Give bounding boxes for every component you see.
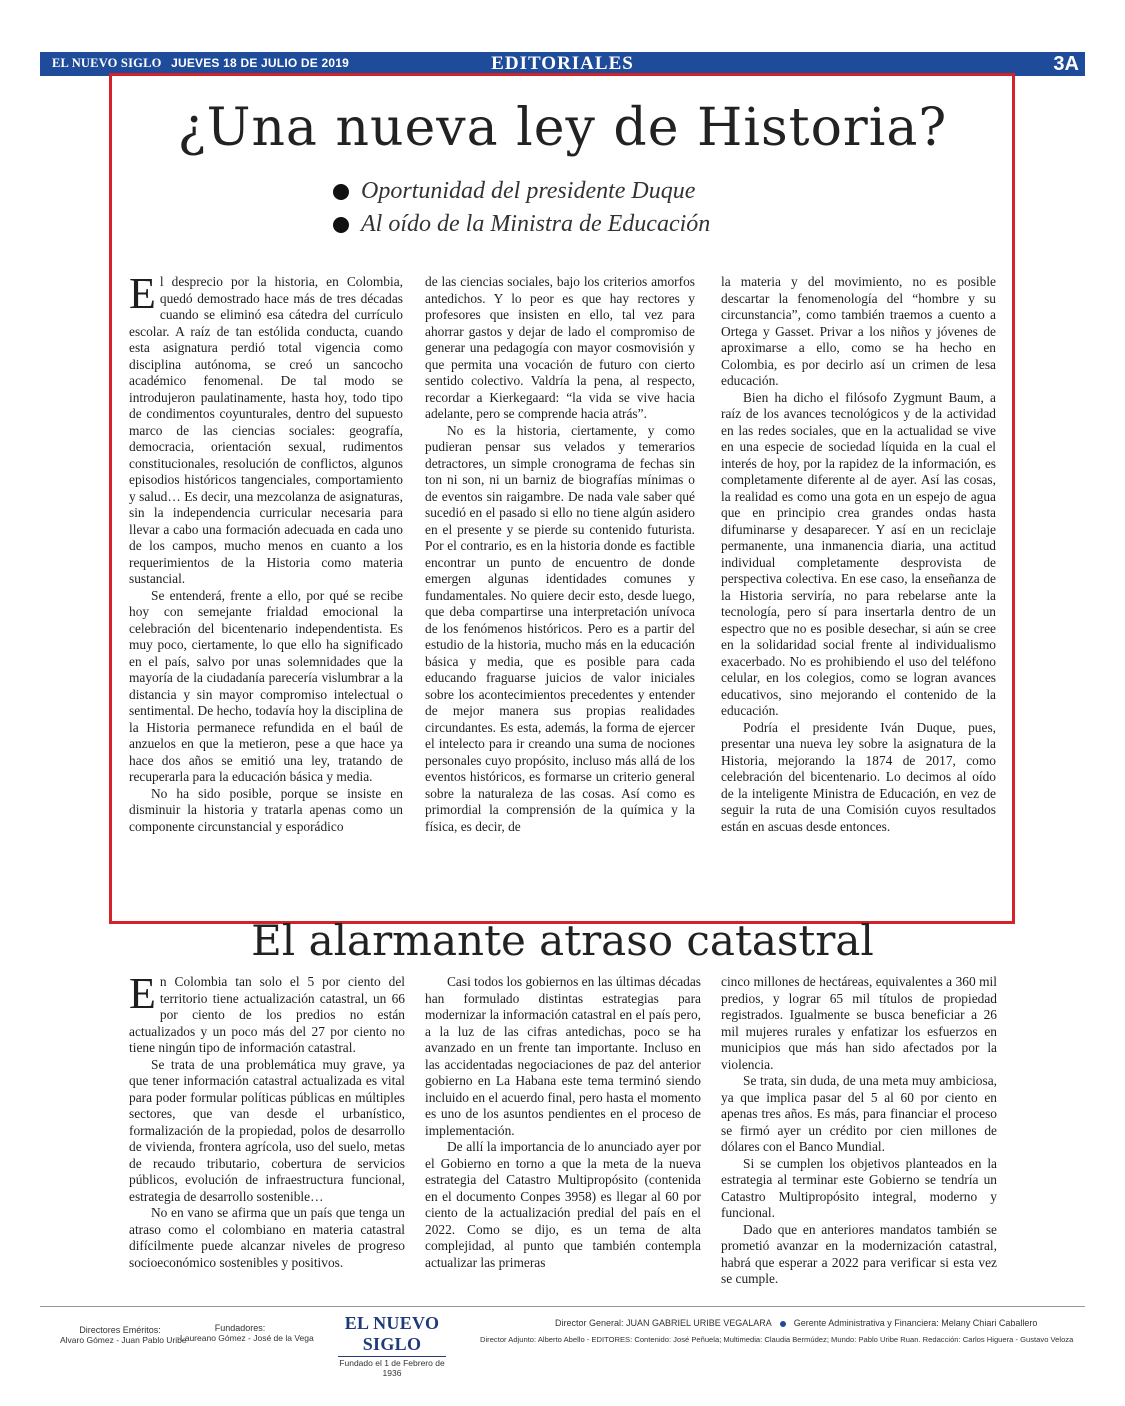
footer-divider	[40, 1306, 1085, 1307]
paragraph-text: l desprecio por la historia, en Colombia, quedó demostrado hace más de tres décadas cuando se eliminó esa cátedra del currículo escolar. A raíz de tan estólida conducta, cuando esta asignatura perdió total vigencia como disciplina autónoma, se creó un sancocho académico fenomenal. De tal modo se introdujeron paulatinamente, hasta hoy, todo tipo de condimentos coyunturales, dentro del supuesto marco de las ciencias sociales: geografía, democracia, orientación sexual, rudimentos constitucionales, resolución de conflictos, algunos episodios históricos tangenciales, comportamiento y salud… Es decir, una mezcolanza de asignaturas, sin la independencia curricular necesaria para llevar a cabo una formación adecuada en cada uno de los campos, mucho menos en cuanto a los requerimientos de la Historia como materia sustancial.	[129, 274, 403, 586]
paragraph: De allí la importancia de lo anunciado ayer por el Gobierno en torno a que la meta de la nueva estrategia del Catastro Multipropósito (contenida en el documento Conpes 3958) es llegar al 60 por ciento de la actualización predial del país en el 2022. Como se dijo, es un tema de alta complejidad, al punto que también contempla actualizar las primeras	[425, 1139, 701, 1270]
fundadores-names: Laureano Gómez - José de la Vega	[180, 1333, 314, 1343]
fundadores-label: Fundadores:	[214, 1323, 266, 1333]
paragraph: No es la historia, ciertamente, y como pudieran pensar sus velados y temerarios detractores, un simple cronograma de fechas sin ton ni son, ni un barniz de biografías mínimas o de eventos sin raigambre. De nada vale saber qué sucedió en el pasado si ello no tiene algún asidero en el presente y se pierde su contenido futurista. Por el contrario, es en la historia donde es factible encontrar un punto de encuentro de donde emergen algunas identidades comunes y fundamentales. No quiere decir esto, desde luego, que deba compartirse una interpretación unívoca de los fenómenos históricos. Pero es a partir del estudio de la historia, mucho más en la educación básica y media, que es posible para cada educando fraguarse juicios de valor iniciales sobre los acontecimientos precedentes y entender de mejor manera sus propias realidades circundantes. Es esta, además, la forma de ejercer el intelecto para ir creando una suma de nociones personales cuyo propósito, incluso más allá de los eventos históricos, es formarse un criterio general sobre la naturaleza de las cosas. Así como es primordial la comprensión de la química y la física, es decir, de	[425, 422, 695, 834]
paragraph: cinco millones de hectáreas, equivalentes a 360 mil predios, y lograr 65 mil títulos de propiedad registrados. Igualmente se busca beneficiar a 26 mil mujeres rurales y enfatizar los esfuerzos en municipios que más han sido afectados por la violencia.	[721, 974, 997, 1072]
footer-directores	[60, 1325, 187, 1345]
paragraph	[129, 269, 403, 588]
editorial-2-column-1	[129, 969, 405, 1271]
paragraph: Dado que en anteriores mandatos también se prometió avanzar en la modernización catastral, habrá que esperar a 2022 para verificar si esta vez se cumple.	[721, 1221, 997, 1286]
paragraph: Si se cumplen los objetivos planteados en la estrategia al terminar este Gobierno se tendría un Catastro Multipropósito integral, moderno y funcional.	[721, 1155, 997, 1220]
footer-direction	[555, 1318, 1037, 1328]
paragraph: Casi todos los gobiernos en las últimas décadas han formulado distintas estrategias para modernizar la información catastral en el país pero, a la luz de las cifras antedichas, poco se ha avanzado en un frente tan importante. Incluso en las accidentadas negociaciones de paz del anterior gobierno en La Habana este tema terminó siendo incluido en el acuerdo final, pero hasta el momento es uno de los asuntos pendientes en el proceso de implementación.	[425, 974, 702, 1138]
drop-cap: E	[129, 269, 156, 318]
paragraph: la materia y del movimiento, no es posible descartar la fenomenología del “hombre y su circunstancia”, como también traemos a cuento a Ortega y Gasset. Privar a los niños y jóvenes de aproximarse a ello, como se ha hecho en Colombia, es por decirlo así un crimen de lesa educación.	[721, 274, 996, 388]
editorial-1-subtitles	[333, 178, 710, 244]
bullet-icon	[333, 217, 349, 233]
subtitle-item	[333, 178, 710, 205]
masthead-logo: EL NUEVO SIGLO	[344, 1313, 440, 1354]
subtitle-text: Oportunidad del presidente Duque	[361, 178, 696, 204]
editorial-1-column-2	[425, 274, 695, 835]
separator-dot-icon	[780, 1321, 786, 1327]
gerente: Gerente Administrativa y Financiera: Melany Chiari Caballero	[793, 1318, 1038, 1328]
masthead-rule	[338, 1356, 446, 1357]
paragraph: Se entenderá, frente a ello, por qué se recibe hoy con semejante frialdad emocional la celebración del bicentenario independentista. Es muy poco, ciertamente, lo que ello ha significado en el país, salvo por unas solemnidades que la mayoría de la ciudadanía parecería vislumbrar a la distancia y sin mayor compromiso intelectual o sentimental. De hecho, todavía hoy la disciplina de la Historia permanece refundida en el baúl de anzuelos en que la metieron, pese a que hace ya hace dos años se emitió una ley, tratando de recuperarla para la educación básica y media.	[129, 587, 403, 784]
editorial-2-column-3	[721, 974, 997, 1288]
paragraph	[129, 969, 405, 1057]
bullet-icon	[333, 184, 349, 200]
director-general: Director General: JUAN GABRIEL URIBE VEGALARA	[555, 1318, 772, 1328]
footer-fundadores	[180, 1323, 314, 1343]
header-date: JUEVES 18 DE JULIO DE 2019	[171, 56, 350, 70]
masthead-founded: Fundado el 1 de Febrero de 1936	[339, 1358, 445, 1378]
paragraph: No ha sido posible, porque se insiste en disminuir la historia y tratarla apenas como un componente circunstancial y esporádico	[129, 785, 403, 834]
paragraph: Se trata, sin duda, de una meta muy ambiciosa, ya que implica pasar del 5 al 60 por ciento en apenas tres años. Es más, para financiar el proceso se firmó ayer un crédito por cien millones de dólares con el Banco Mundial.	[721, 1073, 997, 1154]
paragraph: Podría el presidente Iván Duque, pues, presentar una nueva ley sobre la asignatura de la Historia, mejorando la 1874 de 2017, como celebración del bicentenario. Lo decimos al oído de la inteligente Ministra de Educación, en vez de seguir la ruta de una Comisión cuyos resultados están en ascuas desde entonces.	[721, 719, 996, 834]
drop-cap: E	[129, 969, 156, 1018]
footer-staff: Director Adjunto: Alberto Abello - EDITORES: Contenido: José Peñuela; Multimedia: Claudia Bermúdez; Mundo: Pablo Uribe Ruan. Redacción: Carlos Higuera - Gustavo Veloza	[480, 1335, 1074, 1344]
subtitle-item	[333, 211, 710, 238]
directores-names: Alvaro Gómez - Juan Pablo Uribe	[60, 1335, 187, 1345]
editorial-2-title: El alarmante atraso catastral	[251, 916, 874, 965]
header-publication: EL NUEVO SIGLO	[52, 56, 162, 70]
section-title: EDITORIALES	[491, 53, 634, 74]
page-number: 3A	[1049, 52, 1085, 76]
paragraph-text: n Colombia tan solo el 5 por ciento del territorio tiene actualización catastral, un 66 por ciento de los predios no están actualizados y un poco más del 27 por ciento no tiene ningún tipo de información catastral.	[129, 974, 405, 1055]
editorial-2-column-2	[425, 974, 701, 1271]
paragraph: Bien ha dicho el filósofo Zygmunt Baum, a raíz de los avances tecnológicos y de la actividad en las redes sociales, que en la actualidad se vive en una especie de sociedad líquida en la cual el interés de hoy, por la rapidez de la información, es completamente diferente al de ayer. Así las cosas, la realidad es como una gota en un espejo de agua que en principio crea grandes ondas hasta difuminarse y desaparecer. Y así en un reciclaje permanente, una inmanencia diaria, una actitud individual completamente desprovista de perspectiva colectiva. En ese caso, la enseñanza de la Historia serviría, no para rebelarse ante la tecnología, pero sí para insertarla dentro de un espectro que no es posible desechar, si aún se cree en la solidaridad social frente al individualismo exacerbado. No es prohibiendo el uso del teléfono celular, en los colegios, como se logran avances educativos, sino mejorando el contenido de la educación.	[721, 389, 996, 718]
editorial-1-title: ¿Una nueva ley de Historia?	[177, 98, 948, 158]
paragraph: Se trata de una problemática muy grave, ya que tener información catastral actualizada es vital para poder formular políticas públicas en múltiples sectores, que van desde el urbanístico, formalización de la propiedad, polos de desarrollo de vivienda, frontera agrícola, uso del suelo, metas de recaudo tributario, cobertura de servicios públicos, evolución de infraestructura funcional, estrategia de desarrollo sostenible…	[129, 1056, 405, 1204]
editorial-1-column-3	[721, 274, 996, 835]
editorial-1-column-1	[129, 269, 403, 835]
directores-label: Directores Eméritos:	[79, 1325, 161, 1335]
paragraph: No en vano se afirma que un país que tenga un atraso como el colombiano en materia catastral difícilmente puede alcanzar niveles de progreso socioeconómico sostenibles y positivos.	[129, 1205, 405, 1270]
footer-masthead	[330, 1313, 454, 1378]
subtitle-text: Al oído de la Ministra de Educación	[361, 211, 711, 237]
paragraph: de las ciencias sociales, bajo los criterios amorfos antedichos. Y lo peor es que hay rectores y profesores que insisten en ello, tal vez para ahorrar gastos y dejar de lado el compromiso de generar una pedagogía con mayor cosmovisión y que permita una vocación de futuro con cierto sentido colectivo. Valdría la pena, al respecto, recordar a Kierkegaard: “la vida se vive hacia adelante, pero se comprende hacia atrás”.	[425, 274, 695, 421]
